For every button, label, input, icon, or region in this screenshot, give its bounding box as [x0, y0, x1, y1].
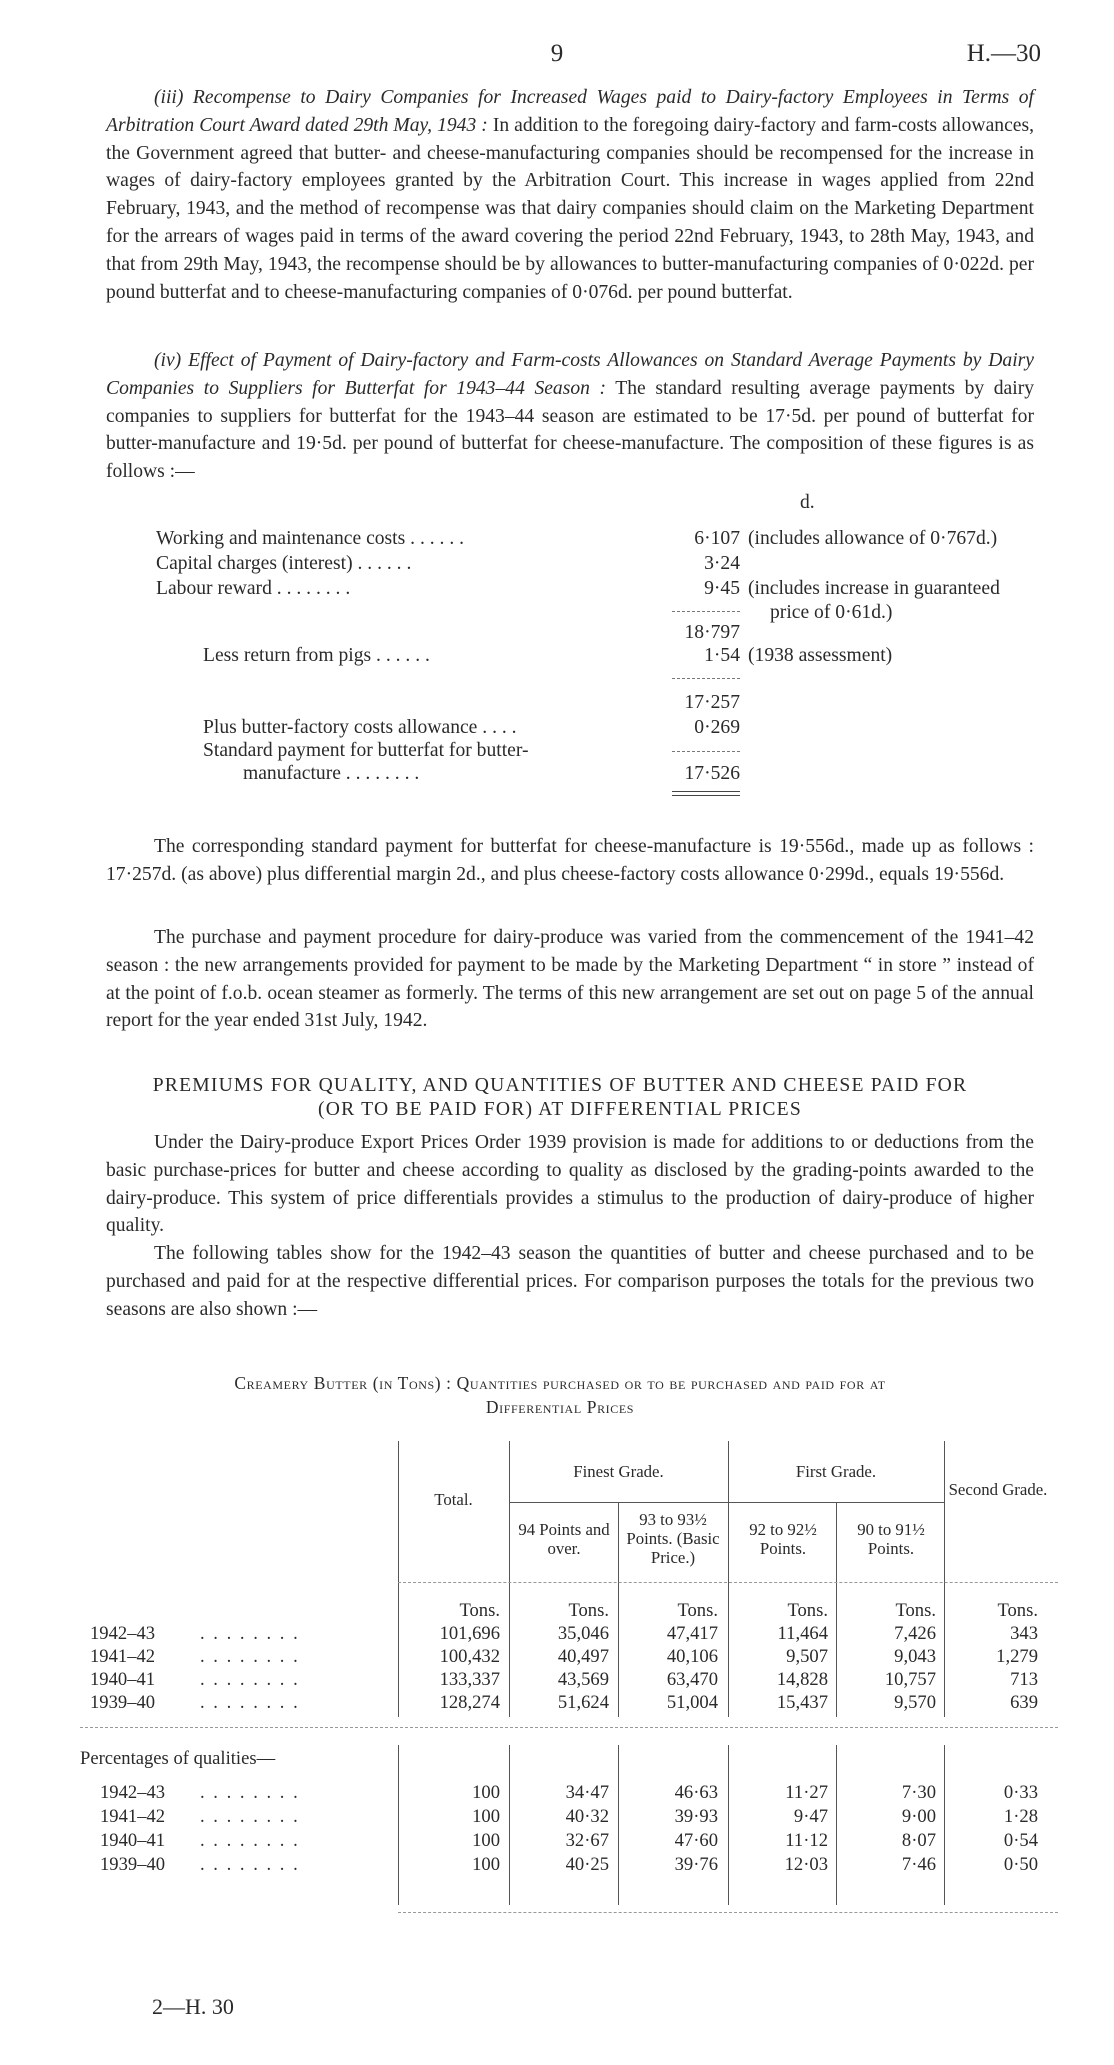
table-cell: 12·03	[784, 1854, 828, 1875]
unit-label: Tons.	[459, 1600, 500, 1621]
table-cell: 9·00	[901, 1806, 936, 1827]
table-cell: 7·46	[901, 1854, 936, 1875]
header-92-points: 92 to 92½ Points.	[749, 1520, 817, 1558]
table-cell: 100	[472, 1806, 500, 1827]
leader-dots: . . . . . . . .	[200, 1692, 300, 1713]
leader-dots: . . . . . . . .	[200, 1669, 300, 1690]
table-cell: 39·93	[674, 1806, 718, 1827]
table-cell: 47,417	[666, 1623, 718, 1644]
table-cell: 40,497	[557, 1646, 609, 1667]
header-90-points: 90 to 91½ Points.	[857, 1520, 925, 1558]
less-label: Less return from pigs . . . . . .	[203, 645, 430, 666]
table-title: Differential Prices	[485, 1397, 635, 1417]
table-cell: 343	[1010, 1623, 1038, 1644]
table-cell: 14,828	[776, 1669, 828, 1690]
effect-title: (iv) Effect of Payment of Dairy-factory and Farm-costs Allowances on Standard Average Payments by Dairy Companies to Suppliers for Butterfat for 1943–44 Season :	[106, 350, 1034, 399]
composition-note: (includes increase in guaranteed	[748, 578, 1000, 599]
table-cell: 63,470	[666, 1669, 718, 1690]
table-cell: 8·07	[901, 1830, 936, 1851]
premiums-heading: (OR TO BE PAID FOR) AT DIFFERENTIAL PRICES	[318, 1099, 802, 1120]
table-cell: 40·32	[565, 1806, 609, 1827]
recompense-title: (iii) Recompense to Dairy Companies for Increased Wages paid to Dairy-factory Employees in Terms of Arbitration Court Award dated 29th May, 1943 :	[106, 87, 1034, 136]
table-cell: 9,570	[894, 1692, 936, 1713]
table-cell: 1,279	[996, 1646, 1038, 1667]
percentages-label: Percentages of qualities—	[80, 1748, 276, 1769]
composition-value: 3·24	[704, 553, 740, 574]
header-94-points: 94 Points and over.	[518, 1520, 610, 1558]
header-rule	[728, 1502, 944, 1503]
table-cell: 34·47	[565, 1782, 609, 1803]
row-season: 1940–41	[100, 1830, 166, 1851]
table-cell: 11·27	[785, 1782, 828, 1803]
leader-dots: . . . . . . . .	[200, 1782, 300, 1803]
table-cell: 7·30	[901, 1782, 936, 1803]
table-cell: 133,337	[439, 1669, 500, 1690]
table-cell: 9·47	[793, 1806, 828, 1827]
column-rule	[398, 1745, 399, 1905]
plus-label: Plus butter-factory costs allowance . . . .	[203, 717, 517, 738]
table-cell: 47·60	[674, 1830, 718, 1851]
table-cell: 10,757	[884, 1669, 936, 1690]
row-season: 1941–42	[100, 1806, 166, 1827]
composition-unit: d.	[800, 492, 815, 513]
row-season: 1939–40	[100, 1854, 166, 1875]
bottom-rule	[398, 1912, 1058, 1913]
unit-label: Tons.	[895, 1600, 936, 1621]
leader-dots: . . . . . . . .	[200, 1646, 300, 1667]
section-rule	[80, 1727, 1058, 1728]
subtotal-value: 17·257	[684, 692, 740, 713]
table-cell: 128,274	[439, 1692, 500, 1713]
standard-value: 17·526	[684, 763, 740, 784]
table-cell: 11,464	[777, 1623, 828, 1644]
standard-label: Standard payment for butterfat for butter-	[203, 740, 529, 761]
unit-label: Tons.	[997, 1600, 1038, 1621]
composition-label: Labour reward . . . . . . . .	[156, 578, 351, 599]
table-cell: 11·12	[785, 1830, 828, 1851]
leader-dots: . . . . . . . .	[200, 1854, 300, 1875]
table-cell: 101,696	[439, 1623, 500, 1644]
table-cell: 40·25	[565, 1854, 609, 1875]
table-cell: 100	[472, 1830, 500, 1851]
less-value: 1·54	[704, 645, 740, 666]
unit-label: Tons.	[568, 1600, 609, 1621]
table-cell: 0·54	[1003, 1830, 1038, 1851]
less-note: (1938 assessment)	[748, 645, 893, 666]
header-total: Total.	[434, 1490, 473, 1509]
unit-label: Tons.	[677, 1600, 718, 1621]
leader-dots: . . . . . . . .	[200, 1806, 300, 1827]
table-cell: 46·63	[674, 1782, 718, 1803]
header-second-grade: Second Grade.	[948, 1480, 1048, 1499]
table-cell: 32·67	[565, 1830, 609, 1851]
table-cell: 100	[472, 1854, 500, 1875]
table-cell: 51,624	[557, 1692, 609, 1713]
recompense-body: In addition to the foregoing dairy-factory and farm-costs allowances, the Government agreed that butter- and cheese-manufacturing companies should be recompensed for the increase in wages of dairy-factory employees granted by the Arbitration Court. This increase in wages applied from 22nd February, 1943, and the method of recompense was that dairy companies should claim on the Marketing Department for the arrears of wages paid in terms of the award covering the period 22nd February, 1943, to 28th May, 1943, and that from 29th May, 1943, the recompense should be by allowances to butter-manufacturing companies of 0·022d. per pound butterfat and to cheese-manufacturing companies of 0·076d. per pound butterfat.	[106, 114, 1034, 303]
composition-value: 9·45	[704, 578, 740, 599]
composition-note: (includes allowance of 0·767d.)	[748, 528, 998, 549]
composition-label: Working and maintenance costs . . . . . .	[156, 528, 465, 549]
composition-note-continued: price of 0·61d.)	[770, 602, 893, 623]
document-code: H.—30	[966, 40, 1041, 67]
header-finest-grade: Finest Grade.	[573, 1462, 664, 1481]
table-cell: 100	[472, 1782, 500, 1803]
table-cell: 0·50	[1003, 1854, 1038, 1875]
table-cell: 51,004	[666, 1692, 718, 1713]
unit-label: Tons.	[787, 1600, 828, 1621]
row-season: 1941–42	[90, 1646, 156, 1667]
table-cell: 15,437	[776, 1692, 828, 1713]
effect-body: The standard resulting average payments by dairy companies to suppliers for butterfat for the 1943–44 season are estimated to be 17·5d. per pound of butterfat for butter-manufacture and 19·5d. per pound of butterfat for cheese-manufacture. The composition of these figures is as follows :—	[106, 377, 1035, 483]
table-cell: 100,432	[439, 1646, 500, 1667]
purchase-paragraph: The purchase and payment procedure for dairy-produce was varied from the commencement of the 1941–42 season : the new arrangements provided for payment to be made by the Marketing Department “ in store ” instead of at the point of f.o.b. ocean steamer as formerly. The terms of this new arrangement are set out on page 5 of the annual report for the year ended 31st July, 1942.	[106, 927, 1034, 1032]
composition-label: Capital charges (interest) . . . . . .	[156, 553, 412, 574]
leader-dots: . . . . . . . .	[200, 1623, 300, 1644]
row-season: 1939–40	[90, 1692, 156, 1713]
row-season: 1940–41	[90, 1669, 156, 1690]
premiums-heading: PREMIUMS FOR QUALITY, AND QUANTITIES OF BUTTER AND CHEESE PAID FOR	[152, 1075, 968, 1096]
table-cell: 35,046	[557, 1623, 609, 1644]
page-number: 9	[550, 40, 564, 67]
row-season: 1942–43	[100, 1782, 166, 1803]
premiums-paragraph: The following tables show for the 1942–43 season the quantities of butter and cheese purchased and to be purchased and paid for at the respective differential prices. For comparison purposes the totals for the previous two seasons are also shown :—	[106, 1243, 1034, 1320]
table-cell: 713	[1010, 1669, 1038, 1690]
table-cell: 9,043	[894, 1646, 936, 1667]
row-season: 1942–43	[90, 1623, 156, 1644]
premiums-paragraph: Under the Dairy-produce Export Prices Order 1939 provision is made for additions to or deductions from the basic purchase-prices for butter and cheese according to quality as disclosed by the grading-points awarded to the dairy-produce. This system of price differentials provides a stimulus to the production of dairy-produce of higher quality.	[106, 1132, 1034, 1237]
header-rule	[398, 1582, 1058, 1583]
column-rule	[398, 1441, 399, 1717]
table-cell: 40,106	[666, 1646, 718, 1667]
table-title: Creamery Butter (in Tons) : Quantities purchased or to be purchased and paid for at	[234, 1373, 886, 1393]
table-cell: 9,507	[786, 1646, 828, 1667]
cheese-paragraph: The corresponding standard payment for butterfat for cheese-manufacture is 19·556d., made up as follows : 17·257d. (as above) plus differential margin 2d., and plus cheese-factory costs allowance 0·299d., equals 19·556d.	[106, 836, 1034, 885]
header-rule	[509, 1502, 728, 1503]
header-93-points: 93 to 93½ Points. (Basic Price.)	[626, 1510, 720, 1567]
standard-label-continued: manufacture . . . . . . . .	[243, 763, 420, 784]
table-cell: 39·76	[674, 1854, 718, 1875]
table-cell: 43,569	[557, 1669, 609, 1690]
leader-dots: . . . . . . . .	[200, 1830, 300, 1851]
table-cell: 7,426	[894, 1623, 936, 1644]
footer-signature: 2—H. 30	[152, 1994, 234, 2019]
table-cell: 1·28	[1003, 1806, 1038, 1827]
composition-value: 6·107	[694, 528, 740, 549]
subtotal-value: 18·797	[684, 622, 740, 643]
table-cell: 639	[1010, 1692, 1038, 1713]
table-cell: 0·33	[1003, 1782, 1038, 1803]
header-first-grade: First Grade.	[795, 1462, 877, 1481]
plus-value: 0·269	[694, 717, 740, 738]
